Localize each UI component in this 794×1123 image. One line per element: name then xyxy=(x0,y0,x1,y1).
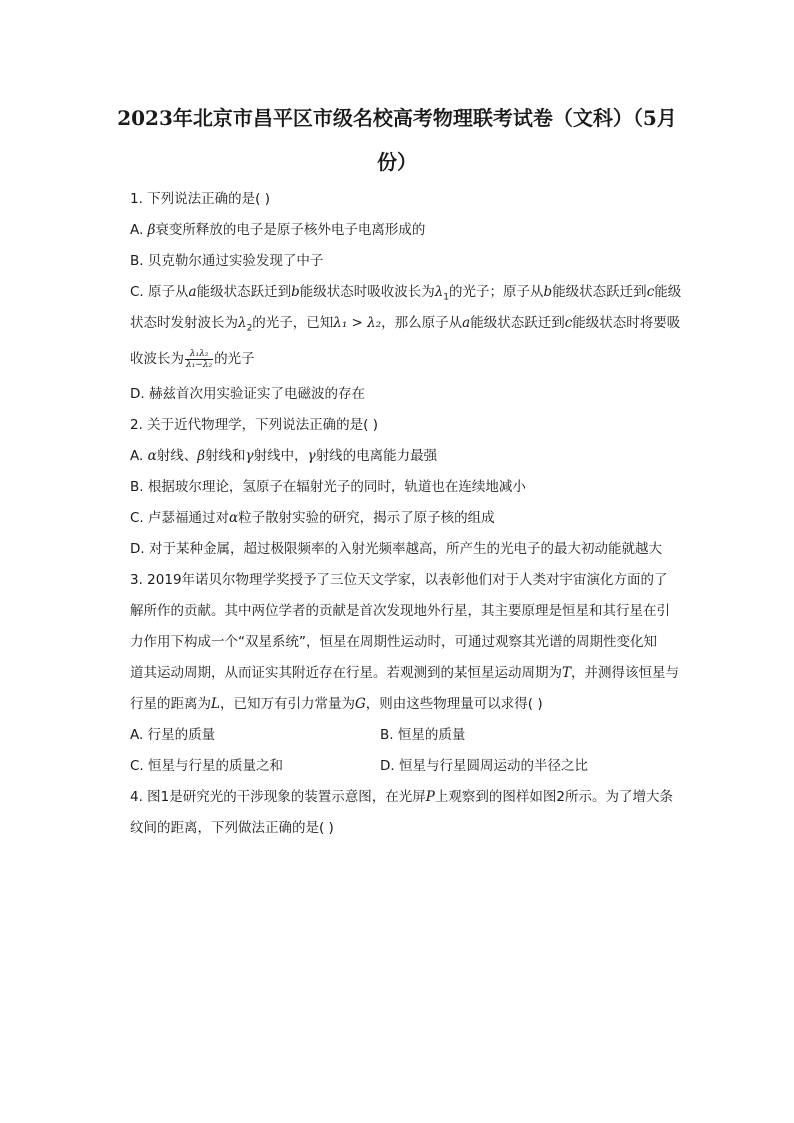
q1-option-c-line2: 状态时发射波长为$\lambda_2$的光子，已知λ₁ > λ₂，那么原子从a能级状态跃迁到c能级状态时将要吸 xyxy=(130,315,681,334)
q4-stem-line1: 4. 图1是研究光的干涉现象的装置示意图，在光屏P上观察到的图样如图2所示。为了增大条 xyxy=(130,789,673,805)
q1-option-c-line3: 收波长为 $\frac{\text{λ₁λ₂}}{\text{λ₁−λ₂}}$ 的光子 xyxy=(130,348,255,370)
exam-title xyxy=(90,96,704,184)
q1-option-c-line1: C. 原子从a能级状态跃迁到b能级状态时吸收波长为$\lambda_1$的光子；原子从b能级状态跃迁到c能级 xyxy=(130,284,682,303)
q1-stem: 1. 下列说法正确的是( ) xyxy=(130,191,270,207)
q1-option-d: D. 赫兹首次用实验证实了电磁波的存在 xyxy=(130,386,365,402)
question-body xyxy=(130,184,690,844)
q3-option-a: A. 行星的质量 xyxy=(130,727,216,743)
q3-options-row1 xyxy=(130,720,690,751)
q3-stem-line2: 解所作的贡献。其中两位学者的贡献是首次发现地外行星，其主要原理是恒星和其行星在引 xyxy=(130,603,670,619)
title-line-2: 份） xyxy=(377,150,417,174)
q2-option-c: C. 卢瑟福通过对α粒子散射实验的研究，揭示了原子核的组成 xyxy=(130,510,495,526)
q3-stem-line3: 力作用下构成一个“双星系统”，恒星在周期性运动时，可通过观察其光谱的周期性变化知 xyxy=(130,634,657,650)
title-line-1: 2023年北京市昌平区市级名校高考物理联考试卷（文科）（5月 xyxy=(117,106,677,130)
q3-stem-line4: 道其运动周期，从而证实其附近存在行星。若观测到的某恒星运动周期为T，并测得该恒星与 xyxy=(130,665,680,681)
q3-options-row2 xyxy=(130,751,690,782)
q1-option-b: B. 贝克勒尔通过实验发现了中子 xyxy=(130,253,324,269)
q1-option-a: A. β衰变所释放的电子是原子核外电子电离形成的 xyxy=(130,222,426,238)
fraction: $\frac{\text{λ₁λ₂}}{\text{λ₁−λ₂}}$ xyxy=(186,348,213,370)
q3-option-d: D. 恒星与行星圆周运动的半径之比 xyxy=(380,758,588,774)
q2-option-a: A. α射线、β射线和γ射线中，γ射线的电离能力最强 xyxy=(130,448,438,464)
q3-option-b: B. 恒星的质量 xyxy=(380,727,466,743)
q2-stem: 2. 关于近代物理学，下列说法正确的是( ) xyxy=(130,417,378,433)
q3-stem-line5: 行星的距离为L，已知万有引力常量为G，则由这些物理量可以求得( ) xyxy=(130,696,543,712)
q4-stem-line2: 纹间的距离，下列做法正确的是( ) xyxy=(130,820,334,836)
q3-option-c: C. 恒星与行星的质量之和 xyxy=(130,758,284,774)
q3-stem-line1: 3. 2019年诺贝尔物理学奖授予了三位天文学家，以表彰他们对于人类对宇宙演化方面的了 xyxy=(130,572,668,588)
q2-option-d: D. 对于某种金属，超过极限频率的入射光频率越高，所产生的光电子的最大初动能就越大 xyxy=(130,541,662,557)
q2-option-b: B. 根据玻尔理论，氢原子在辐射光子的同时，轨道也在连续地减小 xyxy=(130,479,526,495)
